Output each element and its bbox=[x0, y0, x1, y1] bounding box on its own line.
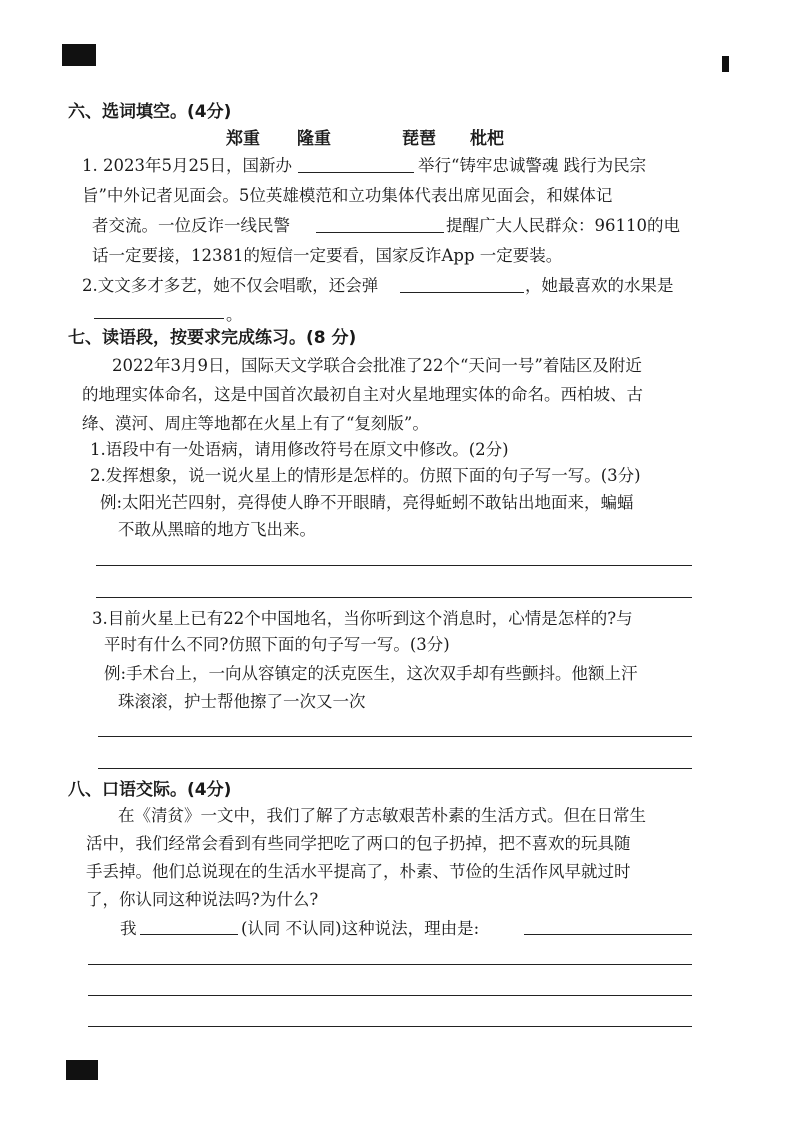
s8-answer-line-2[interactable] bbox=[88, 995, 692, 996]
s6-q1-line1b: 举行“铸牢忠诚警魂 践行为民宗 bbox=[418, 156, 647, 175]
s6-q1-line2: 旨”中外记者见面会。5位英雄模范和立功集体代表出席见面会，和媒体记 bbox=[82, 186, 613, 205]
registration-mark-top-left bbox=[62, 44, 96, 66]
s7-question-1: 1.语段中有一处语病，请用修改符号在原文中修改。(2分) bbox=[90, 440, 509, 459]
s6-q1-line1a: 1. 2023年5月25日，国新办 bbox=[82, 156, 292, 175]
registration-mark-bottom-left bbox=[66, 1060, 98, 1080]
s6-q2-line1b: ，她最喜欢的水果是 bbox=[525, 276, 674, 295]
s7-q3-answer-line-2[interactable] bbox=[98, 768, 692, 769]
s6-q2-blank-2[interactable] bbox=[94, 318, 224, 319]
s7-q2-example-line1: 例:太阳光芒四射，亮得使人睁不开眼睛，亮得蚯蚓不敢钻出地面来，蝙蝠 bbox=[100, 493, 634, 512]
s8-reason-blank[interactable] bbox=[524, 934, 692, 935]
s7-passage-line3: 绛、漠河、周庄等地都在火星上有了“复刻版”。 bbox=[82, 414, 429, 433]
section-7-title: 七、读语段，按要求完成练习。(8 分) bbox=[68, 328, 357, 348]
s7-q3-example-line2: 珠滚滚，护士帮他擦了一次又一次 bbox=[118, 692, 366, 711]
word-option-1: 郑重 bbox=[226, 129, 260, 149]
s8-passage-line3: 手丢掉。他们总说现在的生活水平提高了，朴素、节俭的生活作风早就过时 bbox=[86, 862, 631, 881]
s7-passage-line1: 2022年3月9日，国际天文学联合会批准了22个“天问一号”着陆区及附近 bbox=[112, 356, 642, 375]
s7-q2-example-line2: 不敢从黑暗的地方飞出来。 bbox=[118, 520, 316, 539]
s6-q2-line1a: 2.文文多才多艺，她不仅会唱歌，还会弹 bbox=[82, 276, 379, 295]
s6-q2-blank-1[interactable] bbox=[400, 292, 524, 293]
word-option-2: 隆重 bbox=[297, 129, 331, 149]
s6-q2-line2: 。 bbox=[226, 305, 243, 324]
s7-q3-example-line1: 例:手术台上，一向从容镇定的沃克医生，这次双手却有些颤抖。他额上汗 bbox=[104, 664, 638, 683]
s6-q1-line3b: 提醒广大人民群众：96110的电 bbox=[446, 216, 680, 235]
word-option-3: 琵琶 bbox=[402, 129, 436, 149]
section-8-title: 八、口语交际。(4分) bbox=[68, 780, 232, 800]
s7-q3-answer-line-1[interactable] bbox=[98, 736, 692, 737]
s8-answer-stance-text: (认同 不认同)这种说法，理由是: bbox=[241, 919, 480, 938]
s8-answer-prefix: 我 bbox=[120, 919, 137, 938]
s8-passage-line2: 活中，我们经常会看到有些同学把吃了两口的包子扔掉，把不喜欢的玩具随 bbox=[86, 834, 631, 853]
s7-question-2: 2.发挥想象，说一说火星上的情形是怎样的。仿照下面的句子写一写。(3分) bbox=[90, 466, 641, 485]
section-6-title: 六、选词填空。(4分) bbox=[68, 102, 232, 122]
s8-answer-line-3[interactable] bbox=[88, 1026, 692, 1027]
s6-q1-line3a: 者交流。一位反诈一线民警 bbox=[92, 216, 290, 235]
s8-answer-line-1[interactable] bbox=[88, 964, 692, 965]
s8-stance-blank[interactable] bbox=[140, 934, 238, 935]
word-option-4: 枇杷 bbox=[470, 129, 504, 149]
s7-q2-answer-line-2[interactable] bbox=[96, 597, 692, 598]
registration-mark-top-right bbox=[722, 56, 729, 72]
s7-question-3-line2: 平时有什么不同?仿照下面的句子写一写。(3分) bbox=[104, 635, 450, 654]
s7-q2-answer-line-1[interactable] bbox=[96, 565, 692, 566]
s6-q1-blank-1[interactable] bbox=[298, 172, 414, 173]
s7-question-3-line1: 3.目前火星上已有22个中国地名，当你听到这个消息时，心情是怎样的?与 bbox=[92, 609, 633, 628]
s8-passage-line4: 了，你认同这种说法吗?为什么? bbox=[86, 890, 319, 909]
s6-q1-line4: 话一定要接，12381的短信一定要看，国家反诈App 一定要装。 bbox=[92, 246, 563, 265]
s6-q1-blank-2[interactable] bbox=[316, 232, 444, 233]
s7-passage-line2: 的地理实体命名，这是中国首次最初自主对火星地理实体的命名。西柏坡、古 bbox=[82, 385, 643, 404]
s8-passage-line1: 在《清贫》一文中，我们了解了方志敏艰苦朴素的生活方式。但在日常生 bbox=[118, 806, 646, 825]
